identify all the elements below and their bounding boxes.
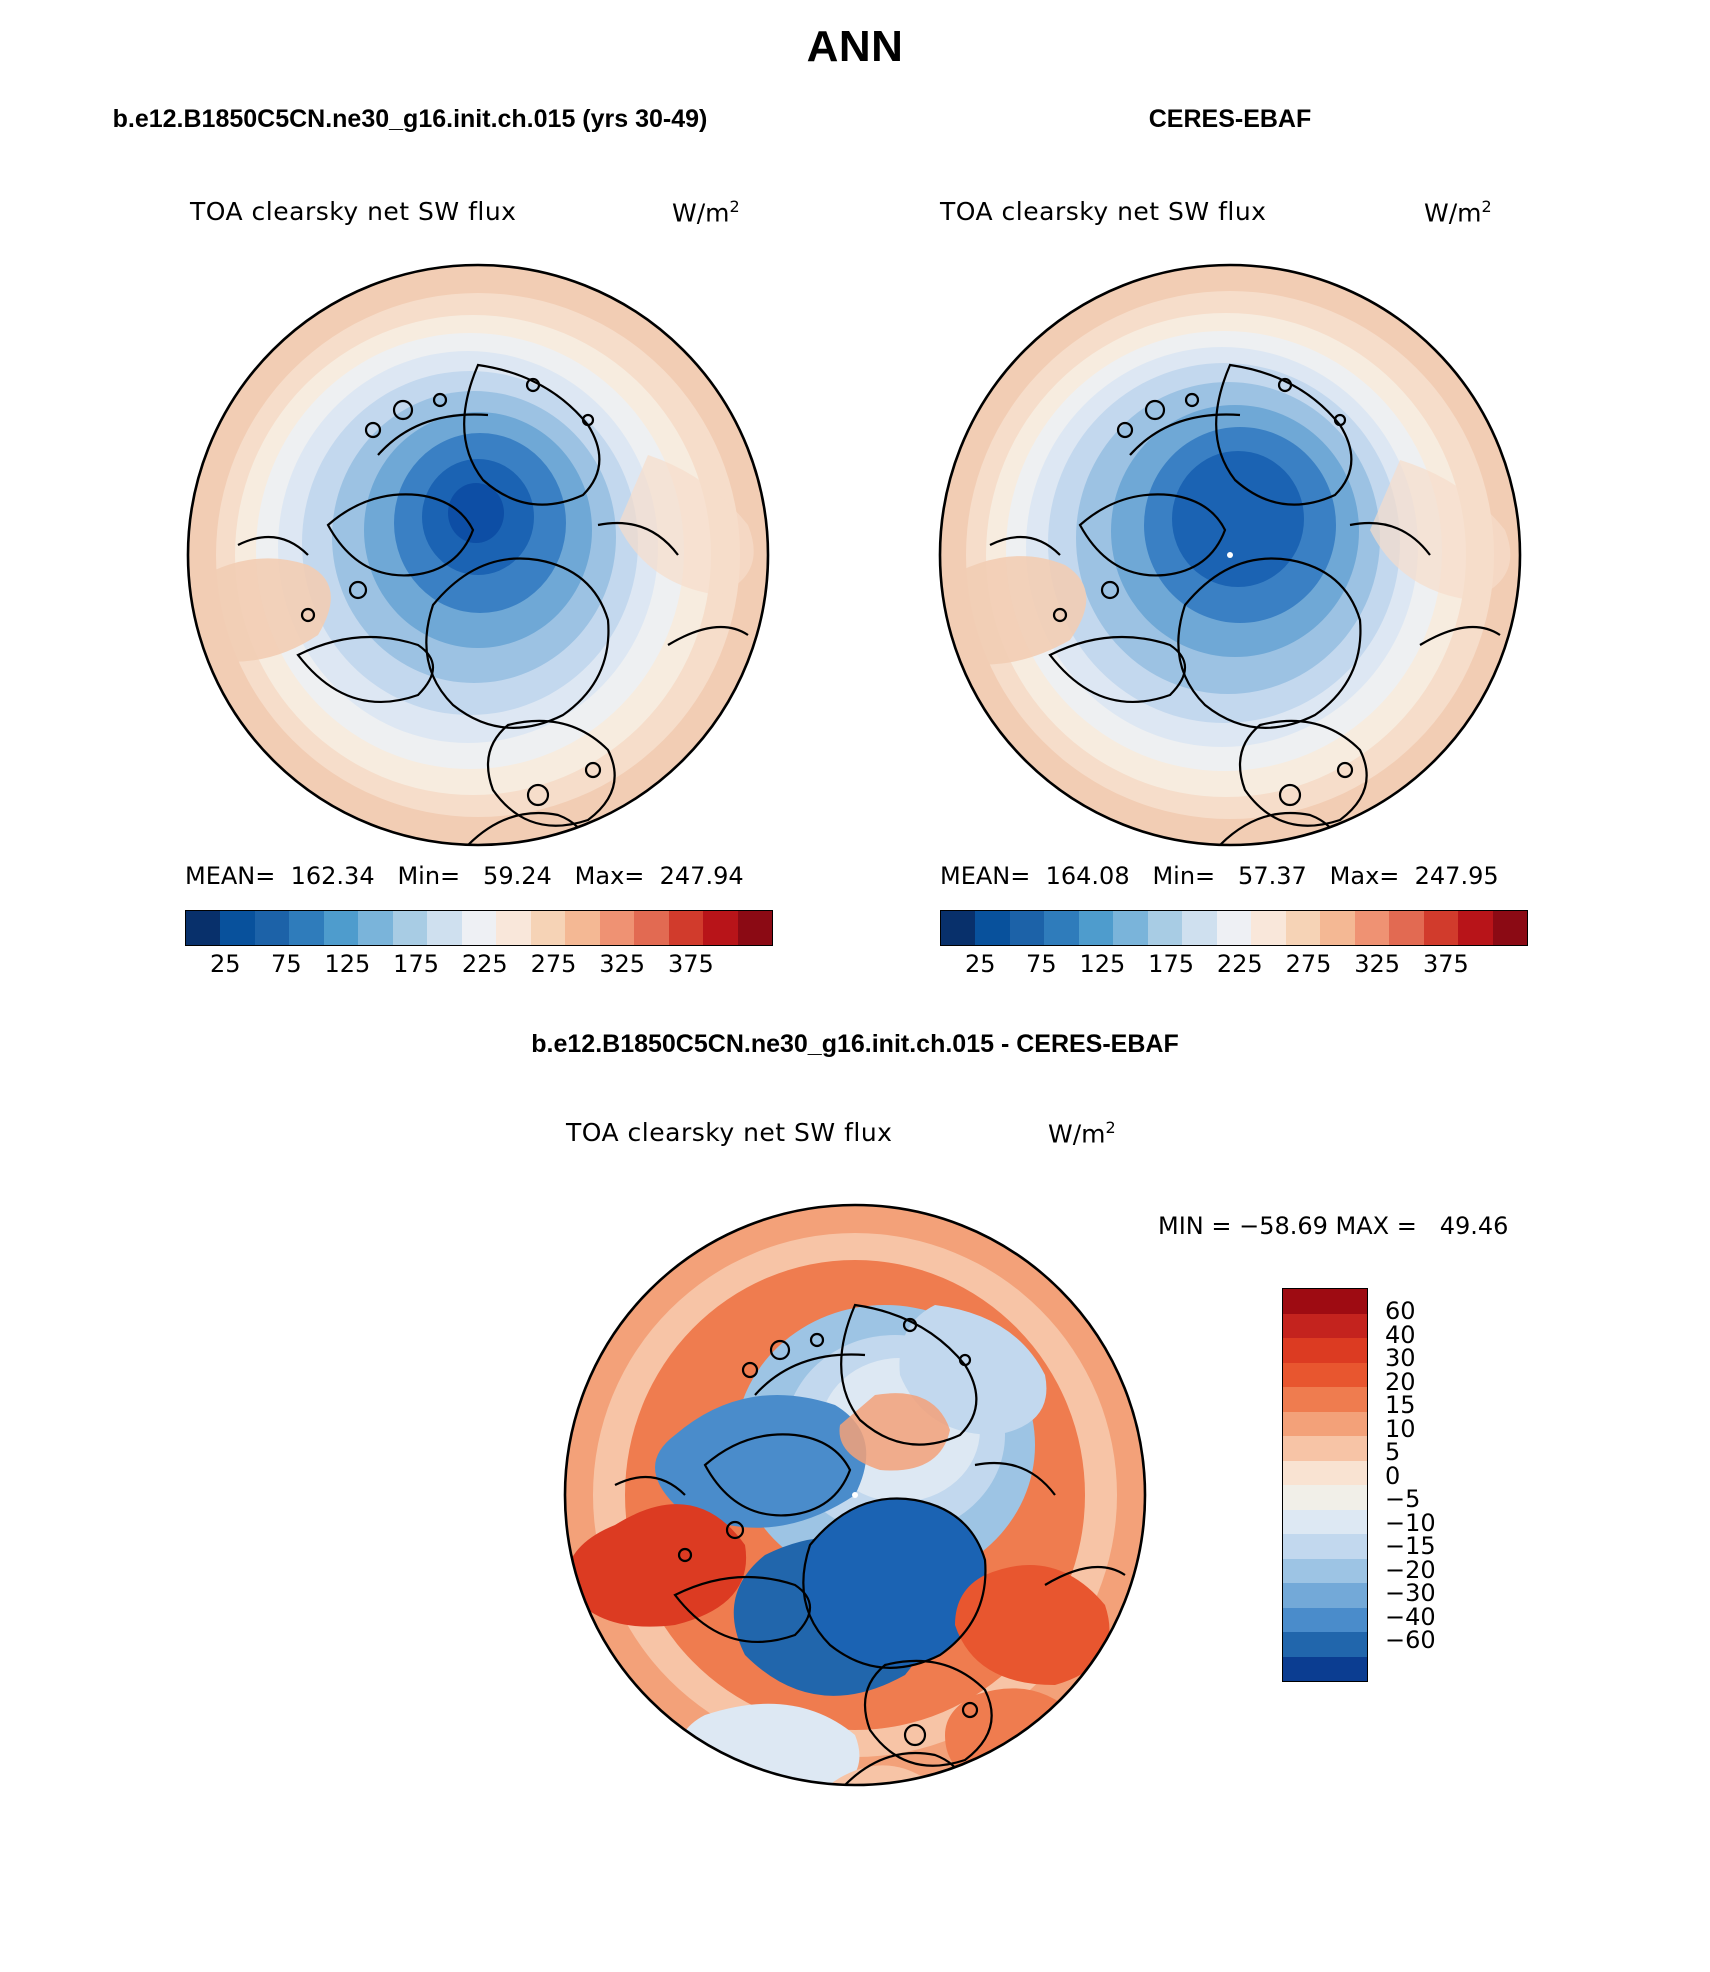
- diff-tick-1: 40: [1385, 1320, 1416, 1349]
- obs-field-label: TOA clearsky net SW flux: [940, 197, 1267, 226]
- diff-tick-11: −20: [1385, 1555, 1436, 1584]
- diff-tick-7: 0: [1385, 1461, 1401, 1490]
- obs-colorbar-ticks: 25 75 125 175 225 275 325 375: [965, 950, 1469, 978]
- obs-polar-map: [930, 255, 1530, 855]
- obs-stats: MEAN= 164.08 Min= 57.37 Max= 247.95: [940, 862, 1499, 890]
- obs-units-exponent: 2: [1481, 197, 1492, 216]
- model-panel-title: b.e12.B1850C5CN.ne30_g16.init.ch.015 (yrs 30-49): [112, 105, 708, 133]
- model-field-label: TOA clearsky net SW flux: [190, 197, 517, 226]
- model-units-exponent: 2: [729, 197, 740, 216]
- diff-units-exponent: 2: [1105, 1118, 1116, 1137]
- diff-panel-title: b.e12.B1850C5CN.ne30_g16.init.ch.015 - CERES-EBAF: [531, 1030, 1179, 1058]
- diff-field-label: TOA clearsky net SW flux: [566, 1118, 893, 1147]
- diff-tick-8: −5: [1385, 1485, 1421, 1513]
- obs-panel-title: CERES-EBAF: [1148, 105, 1312, 133]
- diff-colorbar: [1282, 1288, 1368, 1682]
- model-units: [672, 197, 740, 227]
- diff-tick-4: 15: [1385, 1391, 1416, 1419]
- model-units-text: W/m: [672, 198, 730, 228]
- diff-tick-9: −10: [1385, 1508, 1436, 1537]
- obs-units-text: W/m: [1424, 198, 1482, 228]
- diff-units-text: W/m: [1048, 1119, 1106, 1149]
- diff-colorbar-ticks: [1385, 1297, 1436, 1654]
- diff-tick-10: −15: [1385, 1532, 1436, 1560]
- diff-polar-map: [555, 1195, 1155, 1795]
- diff-tick-6: 5: [1385, 1438, 1401, 1466]
- model-colorbar: [185, 910, 773, 946]
- page-title: ANN: [806, 22, 904, 71]
- model-stats: MEAN= 162.34 Min= 59.24 Max= 247.94: [185, 862, 744, 890]
- model-polar-map: [178, 255, 778, 855]
- diff-tick-14: −60: [1385, 1626, 1436, 1654]
- diff-tick-3: 20: [1385, 1367, 1416, 1396]
- obs-colorbar: [940, 910, 1528, 946]
- diff-tick-13: −40: [1385, 1602, 1436, 1631]
- diff-tick-0: 60: [1385, 1297, 1416, 1325]
- obs-units: [1424, 197, 1492, 227]
- diff-tick-2: 30: [1385, 1344, 1416, 1372]
- model-colorbar-ticks: 25 75 125 175 225 275 325 375: [210, 950, 714, 978]
- diff-units: [1048, 1118, 1116, 1148]
- diff-tick-12: −30: [1385, 1579, 1436, 1607]
- diff-tick-5: 10: [1385, 1414, 1416, 1443]
- diff-stats: MIN = −58.69 MAX = 49.46: [1158, 1212, 1509, 1240]
